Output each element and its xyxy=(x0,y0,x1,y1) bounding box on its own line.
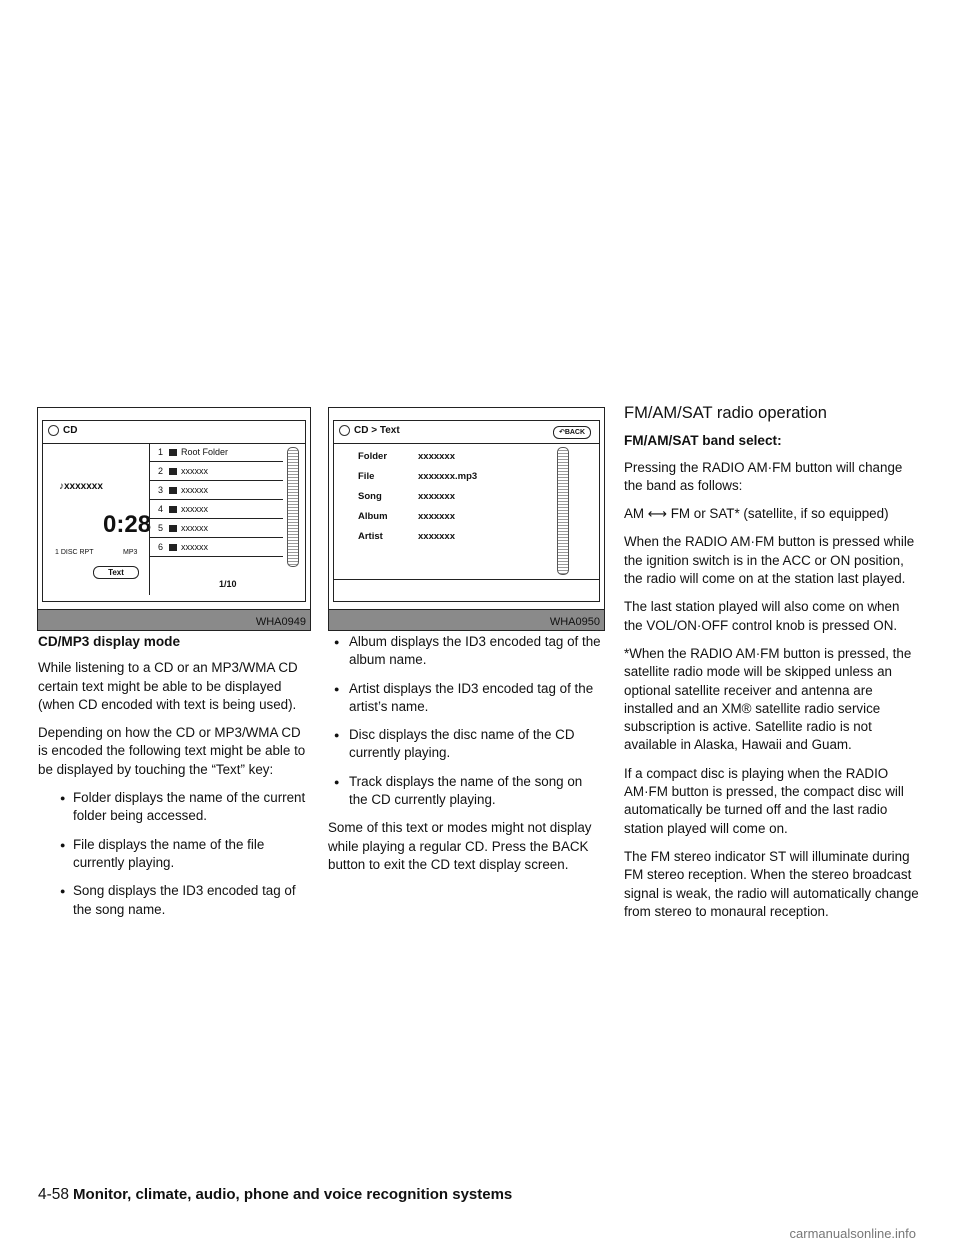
track-scrollbar[interactable] xyxy=(287,447,299,567)
track-list xyxy=(149,443,283,595)
tag-row: Folder xxxxxxx xyxy=(358,451,455,462)
paragraph: Depending on how the CD or MP3/WMA CD is encoded the following text might be able to be displayed by touching the “Text” key: xyxy=(38,725,306,777)
track-row[interactable]: 5 xxxxxx xyxy=(150,519,283,538)
column-middle xyxy=(328,633,602,884)
now-playing-title: ♪xxxxxxx xyxy=(59,481,103,492)
track-row[interactable]: 6 xxxxxx xyxy=(150,538,283,557)
bullet-item: ● Disc displays the disc name of the CD currently playing. xyxy=(328,726,602,763)
text-scrollbar[interactable] xyxy=(557,447,569,575)
elapsed-time: 0:28 xyxy=(103,511,152,538)
section-title: FM/AM/SAT radio operation xyxy=(624,404,827,422)
bullet-item: ● Album displays the ID3 encoded tag of the album name. xyxy=(328,633,602,670)
chapter-title: Monitor, climate, audio, phone and voice recognition systems xyxy=(73,1186,513,1203)
bottom-divider xyxy=(334,579,599,580)
tag-row: Album xxxxxxx xyxy=(358,511,455,522)
disc-icon xyxy=(339,425,350,436)
paragraph: Pressing the RADIO AM·FM button will change the band as follows: xyxy=(624,459,903,493)
bullet-item: ● Artist displays the ID3 encoded tag of the artist’s name. xyxy=(328,680,602,717)
bullet-item: ● Song displays the ID3 encoded tag of the song name. xyxy=(38,882,310,919)
title-divider xyxy=(334,443,599,444)
page-footer xyxy=(38,1186,512,1204)
disc-icon xyxy=(48,425,59,436)
track-row[interactable]: 4 xxxxxx xyxy=(150,500,283,519)
bullet-list xyxy=(328,633,602,809)
cd-text-screen-title: CD > Text xyxy=(339,425,400,436)
bullet-item: ● Folder displays the name of the current folder being accessed. xyxy=(38,789,310,826)
tag-row: Song xxxxxxx xyxy=(358,491,455,502)
cd-screen-title: CD xyxy=(48,425,77,436)
folder-icon xyxy=(169,487,177,494)
figure-code: WHA0949 xyxy=(255,616,306,628)
bullet-item: ● Track displays the name of the song on the CD currently playing. xyxy=(328,773,602,810)
figure-code: WHA0950 xyxy=(549,616,600,628)
back-button[interactable]: ↶BACK xyxy=(553,426,591,439)
folder-icon xyxy=(169,506,177,513)
watermark: carmanualsonline.info xyxy=(789,1226,916,1241)
cd-text-screen xyxy=(333,420,600,602)
paragraph: If a compact disc is playing when the RADIO AM·FM button is pressed, the compact disc will automatically be turned off and the last radio station played will come on. xyxy=(624,765,904,836)
page-indicator: 1/10 xyxy=(219,579,237,589)
page-number: 4-58 xyxy=(38,1186,70,1203)
tag-row: File xxxxxxx.mp3 xyxy=(358,471,478,482)
tag-table xyxy=(358,451,477,551)
paragraph: AM ⟷ FM or SAT* (satellite, if so equipped) xyxy=(624,506,889,522)
paragraph: Some of this text or modes might not display while playing a regular CD. Press the BACK button to exit the CD text display screen. xyxy=(328,820,592,872)
paragraph: The FM stereo indicator ST will illuminate during FM stereo reception. When the stereo broadcast signal is weak, the radio will automatically change from stereo to monaural reception. xyxy=(624,848,919,919)
folder-icon xyxy=(169,544,177,551)
cd-text-figure xyxy=(328,407,605,631)
folder-icon xyxy=(169,449,177,456)
paragraph: *When the RADIO AM·FM button is pressed, the satellite radio mode will be skipped unless an optional satellite receiver and antenna are installed and an XM® satellite radio service subscription is active. Satellite radio is not available in Alaska, Hawaii and Guam. xyxy=(624,645,912,753)
tag-row: Artist xxxxxxx xyxy=(358,531,455,542)
band-select-heading: FM/AM/SAT band select: xyxy=(624,433,782,449)
column-left xyxy=(38,633,310,929)
figure-caption-bar xyxy=(38,609,310,630)
track-row[interactable]: 2 xxxxxx xyxy=(150,462,283,481)
folder-icon xyxy=(169,468,177,475)
paragraph: When the RADIO AM·FM button is pressed while the ignition switch is in the ACC or ON position, the radio will come on at the station last played. xyxy=(624,534,915,587)
cd-display-figure xyxy=(37,407,311,631)
cd-mp3-display-heading: CD/MP3 display mode xyxy=(38,634,181,649)
paragraph: While listening to a CD or an MP3/WMA CD certain text might be able to be displayed (when CD encoded with text is being used). xyxy=(38,660,298,712)
bullet-list xyxy=(38,789,310,919)
cd-screen xyxy=(42,420,306,602)
track-row[interactable]: 3 xxxxxx xyxy=(150,481,283,500)
bullet-item: ● File displays the name of the file currently playing. xyxy=(38,836,310,873)
text-key-button[interactable]: Text xyxy=(93,566,139,579)
folder-icon xyxy=(169,525,177,532)
paragraph: The last station played will also come on when the VOL/ON·OFF control knob is pressed ON. xyxy=(624,599,900,633)
column-right xyxy=(624,404,920,931)
track-row[interactable]: 1 Root Folder xyxy=(150,443,283,462)
file-format: MP3 xyxy=(123,549,138,556)
figure-caption-bar xyxy=(329,609,604,630)
play-status: 1 DISC RPT xyxy=(55,549,94,556)
